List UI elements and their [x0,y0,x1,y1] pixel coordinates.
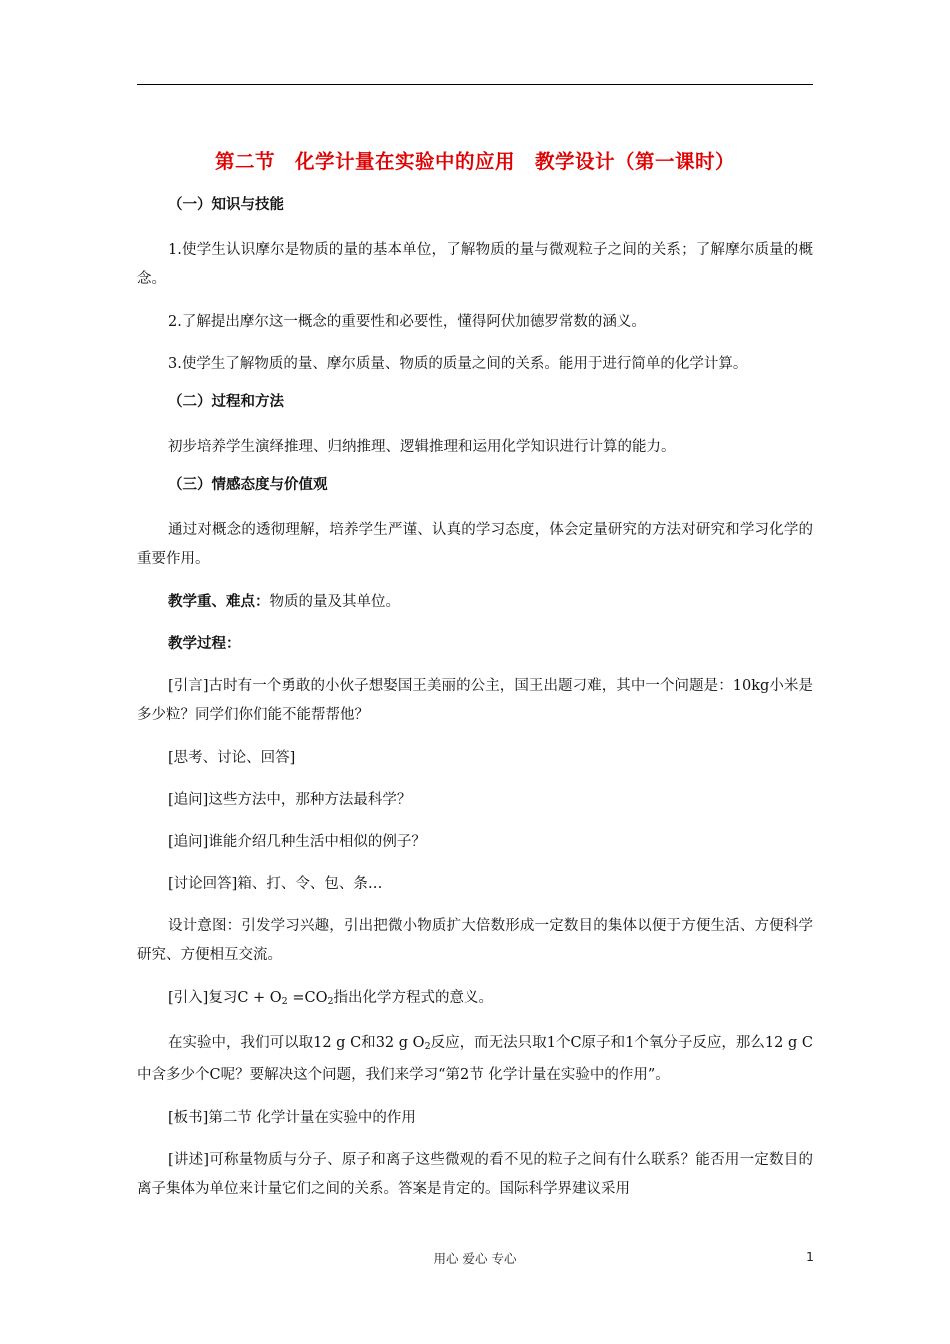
design-paragraph: 设计意图：引发学习兴趣，引出把微小物质扩大倍数形成一定数目的集体以便于方便生活、方便科学研究、方便相互交流。 [137,918,813,963]
intro-paragraph: [引言]古时有一个勇敢的小伙子想娶国王美丽的公主，国王出题刁难，其中一个问题是：10kg小米是多少粒？同学们你们能不能帮帮他？ [137,678,813,723]
knowledge-item-3: 3.使学生了解物质的量、摩尔质量、物质的质量之间的关系。能用于进行简单的化学计算。 [168,356,748,372]
experiment-paragraph [137,1029,813,1090]
think-paragraph: [思考、讨论、回答] [168,750,296,766]
experiment-pre: 在实验中，我们可以取12 g C和32 g O [168,1035,425,1051]
focus-label: 教学重、难点： [168,594,270,610]
review-pre: [引入]复习C + O [168,990,282,1006]
knowledge-heading: （一）知识与技能 [168,197,284,213]
header-rule [137,84,813,85]
procedure-label: 教学过程： [168,636,241,652]
document-title: 第二节 化学计量在实验中的应用 教学设计（第一课时） [214,150,735,173]
focus-text: 物质的量及其单位。 [269,594,400,610]
procedure-paragraph [137,630,813,659]
ask1-paragraph: [追问]这些方法中，那种方法最科学？ [168,792,412,808]
process-heading: （二）过程和方法 [168,394,284,410]
emotion-text: 通过对概念的透彻理解，培养学生严谨、认真的学习态度，体会定量研究的方法对研究和学习化学的重要作用。 [137,522,813,567]
emotion-heading: （三）情感态度与价值观 [168,477,328,493]
knowledge-item-2: 2.了解提出摩尔这一概念的重要性和必要性，懂得阿伏加德罗常数的涵义。 [168,314,646,330]
page-number: 1 [806,1249,814,1264]
experiment-sub: 2 [424,1041,431,1052]
experiment-post: 反应，而无法只取1个C原子和1个氧分子反应，那么12 g C中含多少个C呢？要解决这个问题，我们来学习“第2节 化学计量在实验中的作用”。 [137,1035,813,1083]
footer-motto: 用心 爱心 专心 [433,1251,517,1266]
review-sub-1: 2 [281,996,288,1007]
review-post: 指出化学方程式的意义。 [333,990,494,1006]
board-paragraph: [板书]第二节 化学计量在实验中的作用 [168,1110,416,1126]
lecture-paragraph: [讲述]可称量物质与分子、原子和离子这些微观的看不见的粒子之间有什么联系？能否用一定数目的离子集体为单位来计量它们之间的关系。答案是肯定的。国际科学界建议采用 [137,1152,813,1197]
review-sub-2: 2 [327,996,334,1007]
discuss-paragraph: [讨论回答]箱、打、令、包、条… [168,876,383,892]
process-text: 初步培养学生演绎推理、归纳推理、逻辑推理和运用化学知识进行计算的能力。 [168,439,676,455]
ask2-paragraph: [追问]谁能介绍几种生活中相似的例子？ [168,834,426,850]
review-paragraph [137,984,813,1016]
knowledge-item-1: 1.使学生认识摩尔是物质的量的基本单位，了解物质的量与微观粒子之间的关系；了解摩尔质量的概念。 [137,242,813,287]
review-mid: =CO [287,990,328,1006]
document-body [137,140,813,1218]
focus-paragraph [137,588,813,617]
